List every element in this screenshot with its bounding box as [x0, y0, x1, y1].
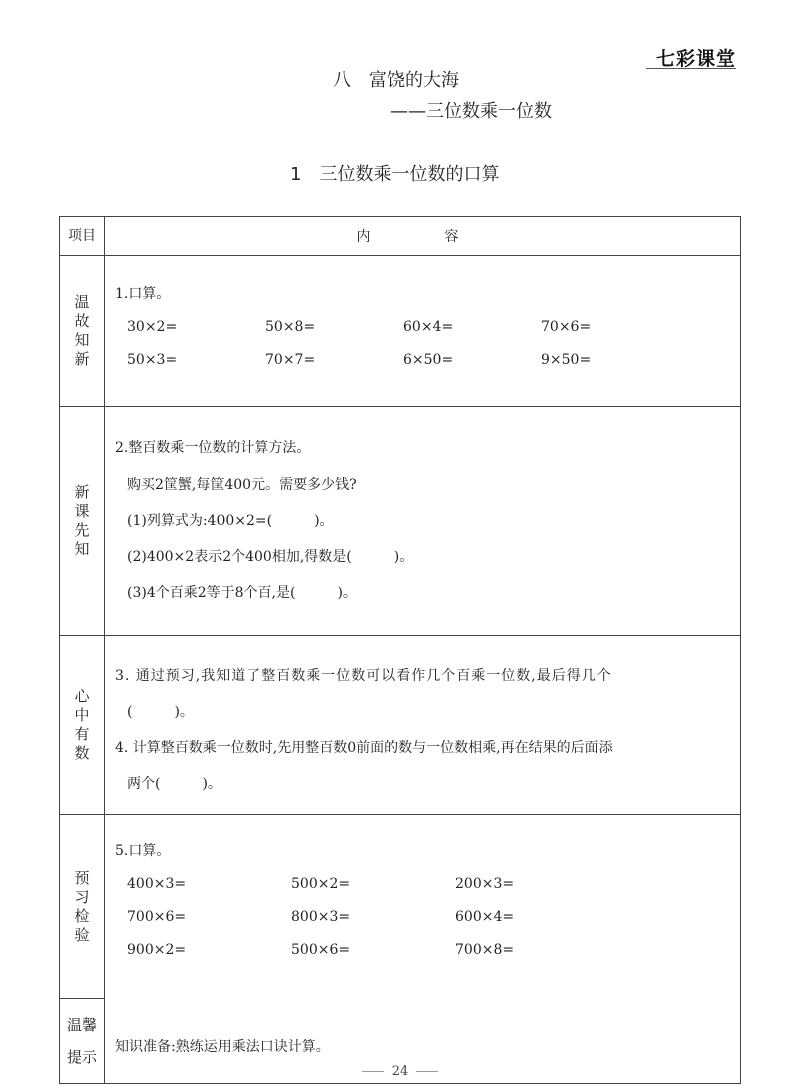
- calc-item: 50×3=: [127, 352, 178, 368]
- mind-label: 心中有数: [74, 687, 90, 762]
- brand-underline: [646, 68, 736, 69]
- worksheet-table: [59, 216, 741, 1084]
- preview-check-row-3: [115, 934, 740, 967]
- preview-check-row: [60, 815, 741, 999]
- mind-q4-line1: 4. 计算整百数乘一位数时,先用整百数0前面的数与一位数相乘,再在结果的后面添: [115, 740, 613, 756]
- new-lesson-step-2: (2)400×2表示2个400相加,得数是( )。: [127, 549, 414, 565]
- new-lesson-row: [60, 407, 741, 636]
- calc-item: 600×4=: [455, 909, 515, 925]
- header-item-label: 项目: [60, 217, 105, 256]
- calc-item: 500×6=: [291, 942, 351, 958]
- calc-item: 6×50=: [403, 352, 454, 368]
- lesson-title: 1 三位数乘一位数的口算: [290, 164, 500, 185]
- mind-q4-line2: 两个( )。: [127, 776, 222, 792]
- calc-item: 500×2=: [291, 876, 351, 892]
- calc-item: 50×8=: [265, 319, 316, 335]
- new-lesson-step-1: (1)列算式为:400×2=( )。: [127, 513, 334, 529]
- review-row-2: [115, 344, 740, 377]
- new-lesson-question-title: 2.整百数乘一位数的计算方法。: [115, 440, 311, 456]
- header-content-label: 内 容: [105, 217, 741, 256]
- new-lesson-problem: 购买2筐蟹,每筐400元。需要多少钱?: [127, 477, 357, 493]
- calc-item: 60×4=: [403, 319, 454, 335]
- review-row-1: [115, 311, 740, 344]
- calc-item: 70×7=: [265, 352, 316, 368]
- calc-item: 9×50=: [541, 352, 592, 368]
- unit-title: 八 富饶的大海: [333, 70, 459, 91]
- brand-logo: 七彩课堂: [655, 48, 736, 70]
- mind-q3-line2: ( )。: [127, 704, 194, 720]
- preview-check-row-1: [115, 868, 740, 901]
- mind-row: [60, 636, 741, 815]
- calc-item: 700×8=: [455, 942, 515, 958]
- new-lesson-step-3: (3)4个百乘2等于8个百,是( )。: [127, 585, 357, 601]
- review-label: 温故知新: [74, 293, 90, 368]
- calc-item: 700×6=: [127, 909, 187, 925]
- review-question-title: 1.口算。: [115, 286, 171, 302]
- preview-check-label: 预习检验: [74, 868, 90, 944]
- calc-item: 70×6=: [541, 319, 592, 335]
- preview-check-row-2: [115, 901, 740, 934]
- calc-item: 800×3=: [291, 909, 351, 925]
- unit-subtitle: ——三位数乘一位数: [390, 101, 552, 122]
- tip-label: 温馨提示: [66, 1016, 97, 1066]
- new-lesson-label: 新课先知: [74, 483, 90, 558]
- calc-item: 900×2=: [127, 942, 187, 958]
- tip-text: 知识准备:熟练运用乘法口诀计算。: [105, 999, 741, 1084]
- page-number-text: 24: [391, 1064, 409, 1079]
- mind-q3-line1: 3. 通过预习,我知道了整百数乘一位数可以看作几个百乘一位数,最后得几个: [115, 668, 612, 684]
- calc-item: 200×3=: [455, 876, 515, 892]
- calc-item: 400×3=: [127, 876, 187, 892]
- table-header-row: [60, 217, 741, 256]
- page-number: [0, 1064, 800, 1079]
- preview-check-question-title: 5.口算。: [115, 843, 171, 859]
- review-row: [60, 256, 741, 407]
- calc-item: 30×2=: [127, 319, 178, 335]
